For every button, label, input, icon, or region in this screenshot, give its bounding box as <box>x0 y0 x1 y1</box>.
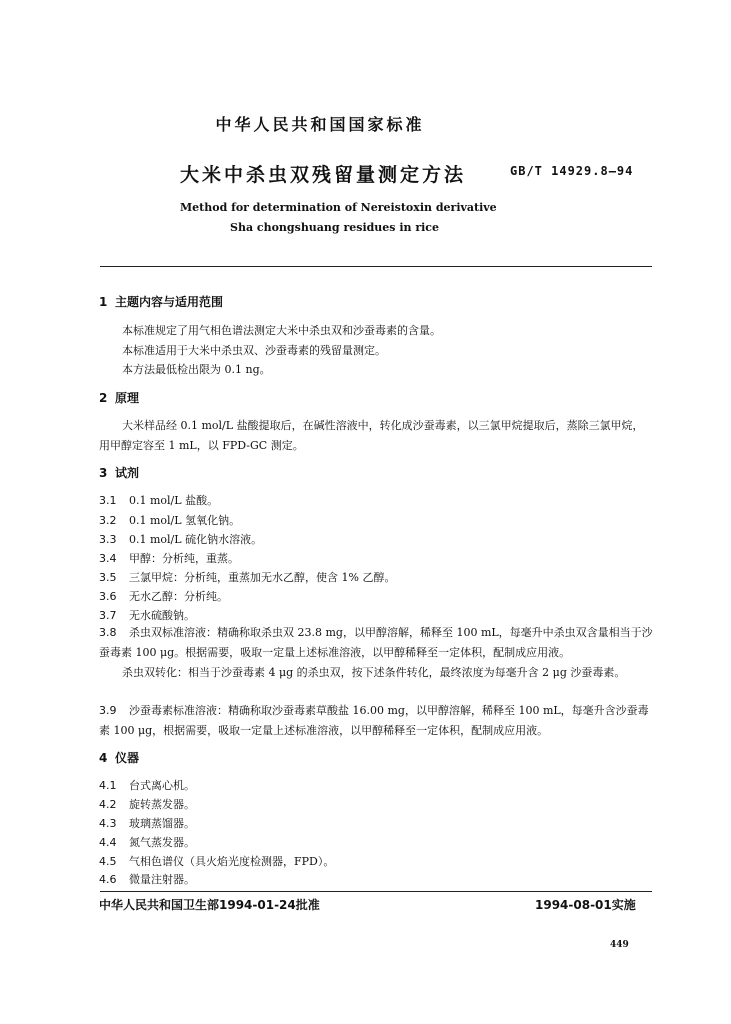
paragraph: 大米样品经 0.1 mol/L 盐酸提取后，在碱性溶液中，转化成沙蚕毒素，以三氯甲烷提取后，蒸除三氯甲烷，用甲醇定容至 1 mL，以 FPD-GC 测定。 <box>99 419 644 452</box>
list-item <box>99 871 195 887</box>
list-item <box>99 492 218 508</box>
item-text: 0.1 mol/L 盐酸。 <box>129 494 219 507</box>
item-text: 0.1 mol/L 氢氧化钠。 <box>129 514 241 527</box>
section-number: 3 <box>99 466 108 480</box>
standard-org-title: 中华人民共和国国家标准 <box>215 115 425 134</box>
item-number: 3.9 <box>99 704 117 717</box>
item-text: 氮气蒸发器。 <box>129 836 195 849</box>
item-text: 无水硫酸钠。 <box>129 609 195 622</box>
item-number: 4.3 <box>99 817 117 830</box>
item-number: 3.3 <box>99 533 117 546</box>
section-title: 原理 <box>115 391 140 405</box>
item-text: 三氯甲烷：分析纯，重蒸加无水乙醇，使含 1% 乙醇。 <box>129 571 396 584</box>
list-item <box>99 531 262 547</box>
item-text: 无水乙醇：分析纯。 <box>129 590 228 603</box>
item-number: 3.8 <box>99 626 117 639</box>
item-number: 4.6 <box>99 873 117 886</box>
item-number: 3.1 <box>99 494 117 507</box>
list-item <box>99 777 195 793</box>
section-heading-4 <box>99 749 139 766</box>
item-number: 3.5 <box>99 571 117 584</box>
section-title: 主题内容与适用范围 <box>115 295 224 309</box>
item-text: 台式离心机。 <box>129 779 195 792</box>
item-number: 4.4 <box>99 836 117 849</box>
page-number: 449 <box>610 940 629 950</box>
document-title-en-line2: Sha chongshuang residues in rice <box>230 221 440 234</box>
section-title: 试剂 <box>115 466 140 480</box>
list-item <box>99 834 195 850</box>
document-title-en-line1: Method for determination of Nereistoxin derivative <box>180 201 497 214</box>
paragraph: 杀虫双转化：相当于沙蚕毒素 4 μg 的杀虫双，按下述条件转化，最终浓度为每毫升含 2 μg 沙蚕毒素。 <box>122 666 626 679</box>
footer-divider <box>100 891 652 892</box>
list-item <box>99 569 395 585</box>
item-text: 杀虫双标准溶液：精确称取杀虫双 23.8 mg，以甲醇溶解，稀释至 100 mL，每毫升中杀虫双含量相当于沙蚕毒素 100 μg。根据需要，吸取一定量上述标准溶液，以甲醇稀释至一定体积，配制成应用液。 <box>99 626 653 659</box>
item-text: 沙蚕毒素标准溶液：精确称取沙蚕毒素草酸盐 16.00 mg，以甲醇溶解，稀释至 100 mL，每毫升含沙蚕毒素 100 μg，根据需要，吸取一定量上述标准溶液，以甲醇稀释至一定体积，配制成应用液。 <box>99 704 649 737</box>
section-heading-3 <box>99 464 139 481</box>
item-number: 3.4 <box>99 552 117 565</box>
section-number: 4 <box>99 751 108 765</box>
item-text: 甲醇：分析纯，重蒸。 <box>129 552 239 565</box>
item-number: 3.7 <box>99 609 117 622</box>
document-title-cn: 大米中杀虫双残留量测定方法 <box>180 164 467 186</box>
list-item <box>99 588 228 604</box>
item-text: 0.1 mol/L 硫化钠水溶液。 <box>129 533 263 546</box>
list-item <box>99 796 195 812</box>
approval-line: 中华人民共和国卫生部1994-01-24批准 <box>99 898 320 912</box>
paragraph: 本标准适用于大米中杀虫双、沙蚕毒素的残留量测定。 <box>122 344 386 357</box>
item-text: 微量注射器。 <box>129 873 195 886</box>
section-heading-2 <box>99 389 139 406</box>
implementation-date: 1994-08-01实施 <box>535 898 636 912</box>
list-item <box>99 853 334 869</box>
list-item <box>99 815 195 831</box>
section-title: 仪器 <box>115 751 140 765</box>
paragraph: 本方法最低检出限为 0.1 ng。 <box>122 363 271 376</box>
item-text: 气相色谱仪（具火焰光度检测器，FPD）。 <box>129 855 335 868</box>
list-item <box>99 623 654 663</box>
list-item <box>99 607 195 623</box>
paragraph: 本标准规定了用气相色谱法测定大米中杀虫双和沙蚕毒素的含量。 <box>122 324 441 337</box>
section-number: 2 <box>99 391 108 405</box>
item-number: 3.2 <box>99 514 117 527</box>
list-item <box>99 550 239 566</box>
item-number: 4.2 <box>99 798 117 811</box>
list-item <box>99 701 654 741</box>
item-text: 旋转蒸发器。 <box>129 798 195 811</box>
header-divider <box>100 266 652 267</box>
list-item <box>99 512 240 528</box>
item-text: 玻璃蒸馏器。 <box>129 817 195 830</box>
section-heading-1 <box>99 293 223 310</box>
item-number: 4.5 <box>99 855 117 868</box>
standard-code: GB/T 14929.8—94 <box>510 164 634 178</box>
item-number: 3.6 <box>99 590 117 603</box>
item-number: 4.1 <box>99 779 117 792</box>
section-number: 1 <box>99 295 108 309</box>
